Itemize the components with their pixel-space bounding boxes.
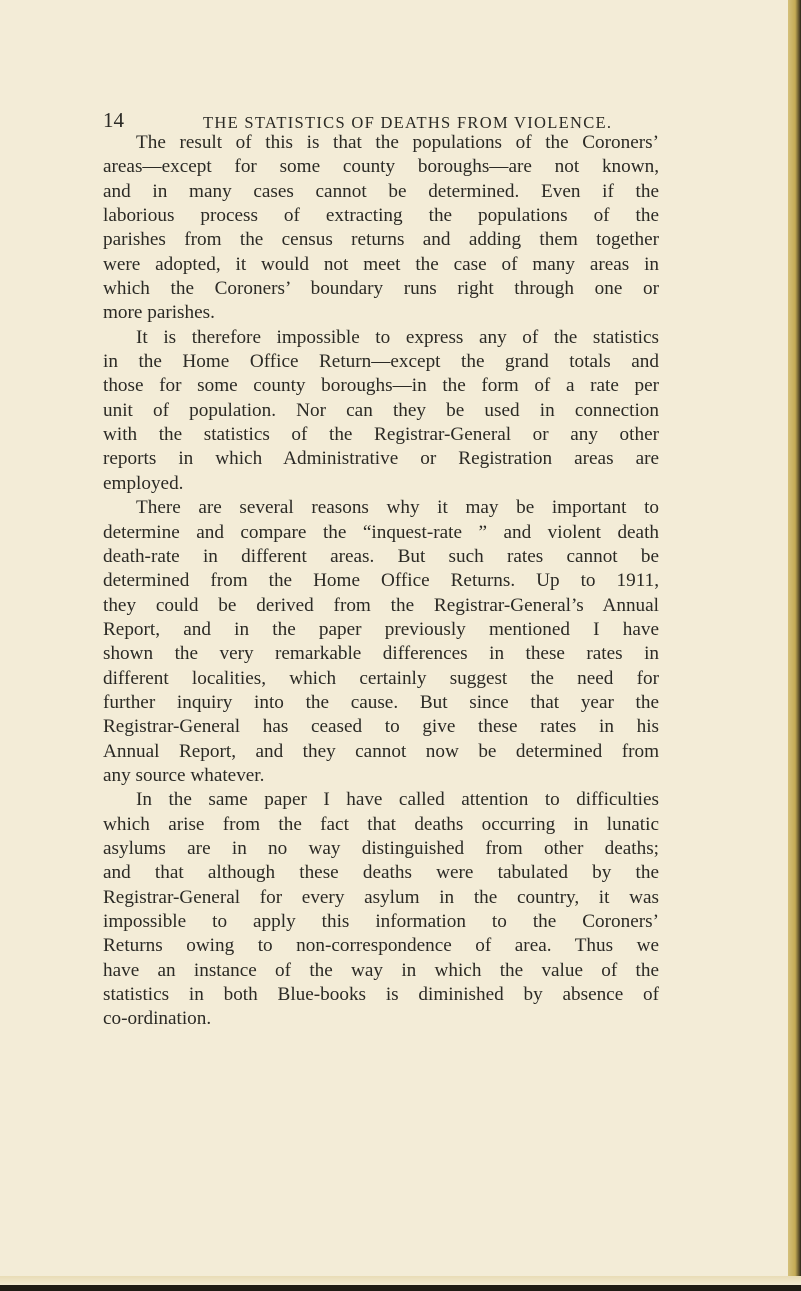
text-line: and that although these deaths were tabulated by the <box>103 862 659 884</box>
text-line: co-ordination. <box>103 1008 212 1030</box>
text-line: in the Home Office Return—except the grand totals and <box>103 351 659 373</box>
text-line: laborious process of extracting the populations of the <box>103 205 659 227</box>
text-line: asylums are in no way distinguished from other deaths; <box>103 837 659 859</box>
text-line: It is therefore impossible to express any of the statistics <box>136 326 659 348</box>
text-line: death-rate in different areas. But such rates cannot be <box>103 545 659 567</box>
text-line: determine and compare the “inquest-rate ” and violent death <box>103 521 659 543</box>
text-line: In the same paper I have called attention to difficulties <box>136 789 659 811</box>
text-line: impossible to apply this information to the Coroners’ <box>103 911 659 932</box>
text-line: There are several reasons why it may be important to <box>136 497 659 519</box>
paragraph-1 <box>103 131 659 326</box>
paragraph-2 <box>103 326 659 496</box>
text-line: Annual Report, and they cannot now be determined from <box>103 740 659 762</box>
page-number: 14 <box>103 108 124 132</box>
page-header <box>103 108 663 132</box>
text-line: employed. <box>103 472 184 494</box>
text-line: which the Coroners’ boundary runs right through one or <box>103 278 659 300</box>
text-line: parishes from the census returns and adding them together <box>103 229 659 251</box>
text-line: any source whatever. <box>103 764 265 786</box>
text-line: further inquiry into the cause. But since that year the <box>103 691 659 713</box>
text-line: with the statistics of the Registrar-General or any other <box>103 424 659 446</box>
text-line: reports in which Administrative or Registration areas are <box>103 448 659 470</box>
body-text <box>103 131 659 1032</box>
text-line: The result of this is that the populations of the Coroners’ <box>136 132 659 153</box>
text-line: which arise from the fact that deaths occurring in lunatic <box>103 813 659 835</box>
text-line: have an instance of the way in which the value of the <box>103 959 659 981</box>
text-line: they could be derived from the Registrar-General’s Annual <box>103 594 659 616</box>
text-line: more parishes. <box>103 302 215 324</box>
text-line: statistics in both Blue-books is diminished by absence of <box>103 984 659 1006</box>
text-line: and in many cases cannot be determined. Even if the <box>103 180 659 202</box>
text-line: shown the very remarkable differences in these rates in <box>103 643 659 665</box>
text-line: different localities, which certainly suggest the need for <box>103 667 659 689</box>
text-line: unit of population. Nor can they be used in connection <box>103 399 659 421</box>
text-line: were adopted, it would not meet the case of many areas in <box>103 253 659 275</box>
text-line: Registrar-General for every asylum in the country, it was <box>103 886 659 908</box>
paragraph-4 <box>103 788 659 1031</box>
text-line: Report, and in the paper previously mentioned I have <box>103 618 659 640</box>
running-title: THE STATISTICS OF DEATHS FROM VIOLENCE. <box>203 113 613 132</box>
text-line: those for some county boroughs—in the form of a rate per <box>103 375 659 397</box>
text-line: Registrar-General has ceased to give these rates in his <box>103 716 659 738</box>
page-edge-bottom <box>0 1276 801 1291</box>
page-edge-right <box>788 0 801 1291</box>
text-line: areas—except for some county boroughs—are not known, <box>103 156 659 178</box>
text-line: Returns owing to non-correspondence of area. Thus we <box>103 935 659 957</box>
paragraph-3 <box>103 496 659 788</box>
text-line: determined from the Home Office Returns. Up to 1911, <box>103 570 659 592</box>
